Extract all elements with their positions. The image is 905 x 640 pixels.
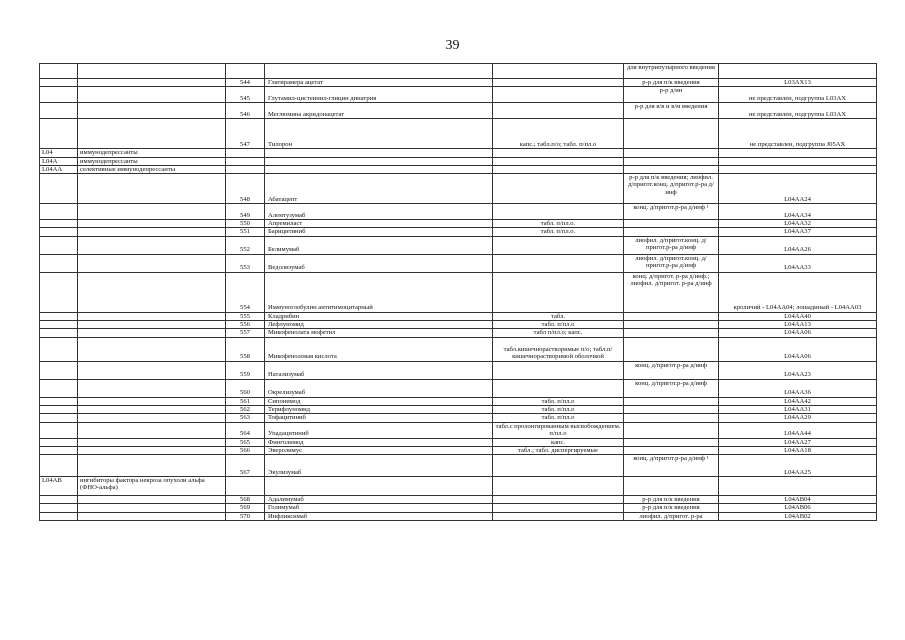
- injection-form-cell: [624, 157, 719, 165]
- item-number-cell: [226, 165, 265, 173]
- atc-code-cell: [40, 87, 78, 103]
- atc-code-cell: [40, 361, 78, 379]
- atc-group-cell: [78, 236, 226, 254]
- drug-name-cell: Иммуноглобулин антитимоцитарный: [265, 272, 493, 312]
- atc-group-cell: [78, 414, 226, 422]
- atc-subcode-cell: [719, 165, 877, 173]
- injection-form-cell: конц. д/пригот.р-ра д/инф: [624, 379, 719, 397]
- injection-form-cell: [624, 329, 719, 337]
- oral-form-cell: табл. п/пл.о: [493, 321, 624, 329]
- table-row: [40, 414, 877, 422]
- table-row: [40, 254, 877, 272]
- item-number-cell: 549: [226, 204, 265, 220]
- table-row: [40, 149, 877, 157]
- atc-code-cell: [40, 379, 78, 397]
- table-row: [40, 103, 877, 119]
- item-number-cell: 551: [226, 228, 265, 236]
- atc-subcode-cell: не представлен, подгруппа L03AX: [719, 103, 877, 119]
- atc-group-cell: [78, 496, 226, 504]
- injection-form-cell: р-р д/ин: [624, 87, 719, 103]
- atc-code-cell: [40, 272, 78, 312]
- atc-subcode-cell: L04AA25: [719, 455, 877, 477]
- item-number-cell: 562: [226, 405, 265, 413]
- table-row: [40, 119, 877, 149]
- atc-group-cell: иммунодепрессанты: [78, 157, 226, 165]
- table-row: [40, 446, 877, 454]
- atc-subcode-cell: L04AA32: [719, 220, 877, 228]
- oral-form-cell: [493, 361, 624, 379]
- item-number-cell: [226, 157, 265, 165]
- injection-form-cell: лиофил. д/пригот.конц. д/пригот.р-ра д/инф: [624, 254, 719, 272]
- atc-code-cell: [40, 220, 78, 228]
- atc-group-cell: [78, 272, 226, 312]
- atc-group-cell: [78, 220, 226, 228]
- atc-code-cell: L04AB: [40, 477, 78, 496]
- atc-group-cell: селективные иммунодепрессанты: [78, 165, 226, 173]
- injection-form-cell: [624, 312, 719, 320]
- oral-form-cell: табл. п/пл.о.: [493, 220, 624, 228]
- drug-name-cell: Экулизумаб: [265, 455, 493, 477]
- oral-form-cell: [493, 272, 624, 312]
- oral-form-cell: [493, 512, 624, 520]
- table-row: [40, 157, 877, 165]
- item-number-cell: [226, 477, 265, 496]
- table-row: [40, 220, 877, 228]
- atc-code-cell: L04: [40, 149, 78, 157]
- table-row: [40, 361, 877, 379]
- oral-form-cell: [493, 455, 624, 477]
- atc-subcode-cell: L04AA37: [719, 228, 877, 236]
- atc-group-cell: [78, 64, 226, 79]
- atc-code-cell: [40, 321, 78, 329]
- injection-form-cell: конц. д/пригот.р-ра д/инф: [624, 361, 719, 379]
- injection-form-cell: [624, 405, 719, 413]
- injection-form-cell: лиофил. д/пригот.конц. д/пригот.р-ра д/инф: [624, 236, 719, 254]
- injection-form-cell: [624, 228, 719, 236]
- injection-form-cell: [624, 414, 719, 422]
- table-row: [40, 236, 877, 254]
- atc-code-cell: [40, 64, 78, 79]
- oral-form-cell: [493, 174, 624, 204]
- atc-code-cell: [40, 414, 78, 422]
- oral-form-cell: [493, 496, 624, 504]
- injection-form-cell: [624, 446, 719, 454]
- item-number-cell: 558: [226, 337, 265, 361]
- item-number-cell: 556: [226, 321, 265, 329]
- drug-name-cell: Инфликсимаб: [265, 512, 493, 520]
- item-number-cell: 548: [226, 174, 265, 204]
- atc-code-cell: [40, 228, 78, 236]
- atc-subcode-cell: [719, 477, 877, 496]
- drug-name-cell: [265, 64, 493, 79]
- injection-form-cell: р-р для п/к введения: [624, 496, 719, 504]
- drug-name-cell: Барицитиниб: [265, 228, 493, 236]
- table-row: [40, 174, 877, 204]
- item-number-cell: 547: [226, 119, 265, 149]
- atc-subcode-cell: L04AB06: [719, 504, 877, 512]
- table-row: [40, 422, 877, 438]
- atc-code-cell: [40, 103, 78, 119]
- drug-name-cell: Апремиласт: [265, 220, 493, 228]
- table-row: [40, 379, 877, 397]
- injection-form-cell: [624, 165, 719, 173]
- oral-form-cell: [493, 379, 624, 397]
- item-number-cell: 545: [226, 87, 265, 103]
- atc-subcode-cell: L04AA18: [719, 446, 877, 454]
- table-row: [40, 204, 877, 220]
- drug-name-cell: Кладрибин: [265, 312, 493, 320]
- atc-group-cell: [78, 446, 226, 454]
- atc-subcode-cell: L04AB04: [719, 496, 877, 504]
- atc-code-cell: [40, 312, 78, 320]
- oral-form-cell: капс.; табл.п/о; табл. п/пл.о: [493, 119, 624, 149]
- atc-subcode-cell: не представлен, подгруппа L03AX: [719, 87, 877, 103]
- atc-group-cell: [78, 337, 226, 361]
- drug-name-cell: Голимумаб: [265, 504, 493, 512]
- atc-code-cell: [40, 504, 78, 512]
- atc-subcode-cell: L04AA31: [719, 405, 877, 413]
- injection-form-cell: [624, 397, 719, 405]
- injection-form-cell: [624, 321, 719, 329]
- atc-group-cell: [78, 512, 226, 520]
- atc-group-cell: ингибиторы фактора некроза опухоли альфа (ФНО-альфа): [78, 477, 226, 496]
- drug-classification-table: [39, 63, 877, 521]
- table-row: [40, 455, 877, 477]
- atc-subcode-cell: кроличий - L04AA04; лошадиный - L04AA03: [719, 272, 877, 312]
- atc-group-cell: [78, 405, 226, 413]
- atc-group-cell: [78, 119, 226, 149]
- drug-name-cell: Окрелизумаб: [265, 379, 493, 397]
- oral-form-cell: [493, 157, 624, 165]
- atc-subcode-cell: L03AX13: [719, 79, 877, 87]
- atc-group-cell: [78, 312, 226, 320]
- oral-form-cell: табл. п/пл.о: [493, 414, 624, 422]
- injection-form-cell: [624, 149, 719, 157]
- item-number-cell: 555: [226, 312, 265, 320]
- item-number-cell: 550: [226, 220, 265, 228]
- item-number-cell: 546: [226, 103, 265, 119]
- drug-name-cell: Терифлуномид: [265, 405, 493, 413]
- oral-form-cell: табл. п/пл.о: [493, 397, 624, 405]
- table-row: [40, 504, 877, 512]
- drug-name-cell: Тилорон: [265, 119, 493, 149]
- oral-form-cell: [493, 236, 624, 254]
- atc-code-cell: [40, 329, 78, 337]
- item-number-cell: 554: [226, 272, 265, 312]
- atc-group-cell: [78, 422, 226, 438]
- oral-form-cell: табл.с пролонгированным высвобождением. п/пл.о: [493, 422, 624, 438]
- table-row: [40, 312, 877, 320]
- item-number-cell: 561: [226, 397, 265, 405]
- injection-form-cell: конц. д/пригот. р-ра д/инф.; лиофил. д/пригот. р-ра д/инф: [624, 272, 719, 312]
- atc-code-cell: [40, 174, 78, 204]
- atc-code-cell: [40, 236, 78, 254]
- injection-form-cell: р-р для п/к введения: [624, 79, 719, 87]
- drug-name-cell: [265, 477, 493, 496]
- atc-code-cell: [40, 254, 78, 272]
- injection-form-cell: конц. д/пригот.р-ра д/инф ¹: [624, 204, 719, 220]
- item-number-cell: [226, 64, 265, 79]
- item-number-cell: 567: [226, 455, 265, 477]
- oral-form-cell: [493, 477, 624, 496]
- atc-subcode-cell: L04AA23: [719, 361, 877, 379]
- atc-group-cell: [78, 228, 226, 236]
- drug-name-cell: Глатирамера ацетат: [265, 79, 493, 87]
- drug-name-cell: Меглюмина акридонацетат: [265, 103, 493, 119]
- table-row: [40, 87, 877, 103]
- table-row: [40, 272, 877, 312]
- injection-form-cell: [624, 220, 719, 228]
- item-number-cell: 565: [226, 438, 265, 446]
- drug-name-cell: [265, 149, 493, 157]
- atc-code-cell: [40, 79, 78, 87]
- item-number-cell: 544: [226, 79, 265, 87]
- atc-group-cell: [78, 204, 226, 220]
- item-number-cell: 570: [226, 512, 265, 520]
- oral-form-cell: табл.: [493, 312, 624, 320]
- atc-group-cell: [78, 438, 226, 446]
- table-row: [40, 512, 877, 520]
- atc-group-cell: [78, 87, 226, 103]
- injection-form-cell: р-р для в/в и в/м введения: [624, 103, 719, 119]
- item-number-cell: 560: [226, 379, 265, 397]
- atc-code-cell: L04AA: [40, 165, 78, 173]
- oral-form-cell: капс.: [493, 438, 624, 446]
- item-number-cell: 559: [226, 361, 265, 379]
- table-row: [40, 165, 877, 173]
- item-number-cell: 553: [226, 254, 265, 272]
- drug-name-cell: Эверолимус: [265, 446, 493, 454]
- atc-group-cell: [78, 174, 226, 204]
- table-row: [40, 228, 877, 236]
- atc-code-cell: [40, 512, 78, 520]
- atc-group-cell: [78, 361, 226, 379]
- atc-subcode-cell: L04AA06: [719, 329, 877, 337]
- drug-name-cell: [265, 165, 493, 173]
- atc-subcode-cell: [719, 64, 877, 79]
- table-row: [40, 79, 877, 87]
- atc-code-cell: [40, 422, 78, 438]
- atc-code-cell: [40, 204, 78, 220]
- atc-code-cell: [40, 446, 78, 454]
- table-row: [40, 329, 877, 337]
- oral-form-cell: [493, 204, 624, 220]
- oral-form-cell: табл.кишечнорастворимые п/о; табл.п/кишечнорастворимой оболочкой: [493, 337, 624, 361]
- atc-code-cell: [40, 119, 78, 149]
- table-row: [40, 405, 877, 413]
- atc-subcode-cell: L04AA33: [719, 254, 877, 272]
- atc-code-cell: [40, 405, 78, 413]
- oral-form-cell: табл.; табл. диспергируемые: [493, 446, 624, 454]
- atc-group-cell: иммунодепрессанты: [78, 149, 226, 157]
- atc-code-cell: L04A: [40, 157, 78, 165]
- atc-subcode-cell: [719, 149, 877, 157]
- atc-subcode-cell: L04AA06: [719, 337, 877, 361]
- atc-subcode-cell: L04AB02: [719, 512, 877, 520]
- atc-group-cell: [78, 397, 226, 405]
- atc-subcode-cell: L04AA36: [719, 379, 877, 397]
- table-row: [40, 321, 877, 329]
- oral-form-cell: [493, 64, 624, 79]
- drug-name-cell: Глутамил-цистеинил-глицин динатрия: [265, 87, 493, 103]
- oral-form-cell: табл. п/пл.о.: [493, 228, 624, 236]
- atc-group-cell: [78, 321, 226, 329]
- injection-form-cell: конц. д/пригот.р-ра д/инф ¹: [624, 455, 719, 477]
- injection-form-cell: лиофил. д/пригот. р-ра: [624, 512, 719, 520]
- atc-group-cell: [78, 103, 226, 119]
- atc-subcode-cell: L04AA13: [719, 321, 877, 329]
- oral-form-cell: [493, 149, 624, 157]
- atc-group-cell: [78, 254, 226, 272]
- drug-name-cell: Белимумаб: [265, 236, 493, 254]
- item-number-cell: 563: [226, 414, 265, 422]
- drug-name-cell: Натализумаб: [265, 361, 493, 379]
- item-number-cell: 564: [226, 422, 265, 438]
- drug-name-cell: Ведолизумаб: [265, 254, 493, 272]
- injection-form-cell: р-р для п/к введения: [624, 504, 719, 512]
- atc-code-cell: [40, 438, 78, 446]
- oral-form-cell: [493, 165, 624, 173]
- atc-subcode-cell: не представлен, подгруппа J05AX: [719, 119, 877, 149]
- item-number-cell: [226, 149, 265, 157]
- table-row: [40, 397, 877, 405]
- item-number-cell: 568: [226, 496, 265, 504]
- drug-name-cell: Абатацепт: [265, 174, 493, 204]
- drug-name-cell: Лефлуномид: [265, 321, 493, 329]
- drug-name-cell: Микофенолата мофетил: [265, 329, 493, 337]
- atc-subcode-cell: L04AA40: [719, 312, 877, 320]
- table-row: [40, 337, 877, 361]
- item-number-cell: 569: [226, 504, 265, 512]
- drug-name-cell: Адалимумаб: [265, 496, 493, 504]
- atc-code-cell: [40, 337, 78, 361]
- injection-form-cell: [624, 422, 719, 438]
- drug-name-cell: Тофацитиниб: [265, 414, 493, 422]
- atc-subcode-cell: L04AA44: [719, 422, 877, 438]
- table-row: [40, 64, 877, 79]
- oral-form-cell: [493, 254, 624, 272]
- injection-form-cell: для внутрипузырного введения: [624, 64, 719, 79]
- drug-name-cell: Упадацитиниб: [265, 422, 493, 438]
- atc-subcode-cell: L04AA26: [719, 236, 877, 254]
- item-number-cell: 557: [226, 329, 265, 337]
- table-row: [40, 438, 877, 446]
- oral-form-cell: [493, 504, 624, 512]
- item-number-cell: 552: [226, 236, 265, 254]
- drug-name-cell: [265, 157, 493, 165]
- drug-name-cell: Алемтузумаб: [265, 204, 493, 220]
- atc-subcode-cell: L04AA34: [719, 204, 877, 220]
- atc-group-cell: [78, 329, 226, 337]
- injection-form-cell: [624, 337, 719, 361]
- oral-form-cell: [493, 103, 624, 119]
- table-row: [40, 477, 877, 496]
- oral-form-cell: [493, 79, 624, 87]
- injection-form-cell: [624, 477, 719, 496]
- injection-form-cell: [624, 438, 719, 446]
- atc-subcode-cell: L04AA42: [719, 397, 877, 405]
- drug-name-cell: Финголимод: [265, 438, 493, 446]
- atc-subcode-cell: L04AA29: [719, 414, 877, 422]
- atc-group-cell: [78, 504, 226, 512]
- item-number-cell: 566: [226, 446, 265, 454]
- table-row: [40, 496, 877, 504]
- oral-form-cell: табл п/пл.о; капс.: [493, 329, 624, 337]
- oral-form-cell: [493, 87, 624, 103]
- atc-subcode-cell: [719, 157, 877, 165]
- atc-code-cell: [40, 496, 78, 504]
- atc-code-cell: [40, 455, 78, 477]
- page-number: 39: [445, 38, 460, 53]
- injection-form-cell: [624, 119, 719, 149]
- drug-name-cell: Микофеноловая кислота: [265, 337, 493, 361]
- atc-subcode-cell: L04AA24: [719, 174, 877, 204]
- atc-group-cell: [78, 379, 226, 397]
- atc-group-cell: [78, 79, 226, 87]
- atc-code-cell: [40, 397, 78, 405]
- atc-subcode-cell: L04AA27: [719, 438, 877, 446]
- oral-form-cell: табл. п/пл.о: [493, 405, 624, 413]
- atc-group-cell: [78, 455, 226, 477]
- injection-form-cell: р-р для п/к введения; лиофил. д/пригот.конц. д/пригот.р-ра д/инф: [624, 174, 719, 204]
- drug-name-cell: Сипонимод: [265, 397, 493, 405]
